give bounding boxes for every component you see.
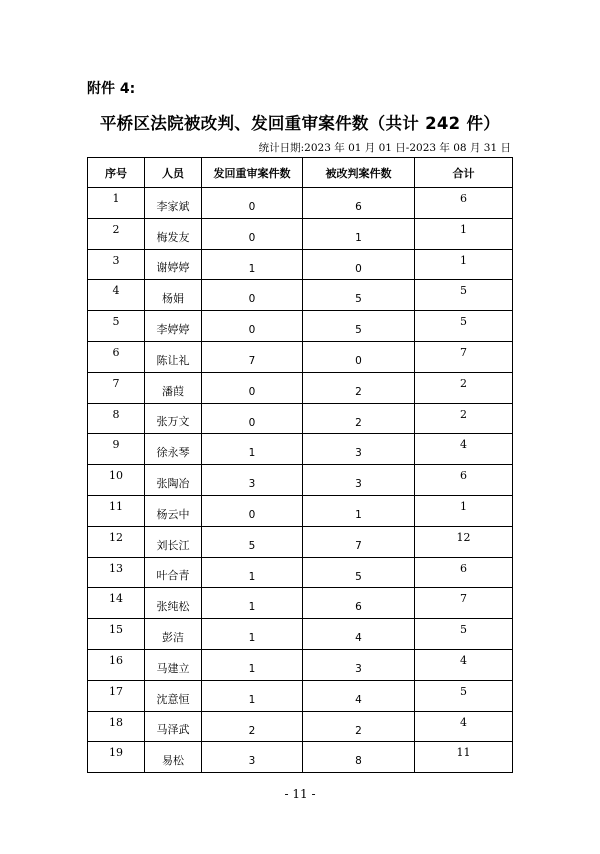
cell-total	[415, 188, 513, 219]
cell-name-text: 易松	[162, 754, 184, 768]
cell-index-text: 8	[112, 407, 120, 421]
cell-returned	[202, 619, 303, 650]
cell-index	[88, 372, 145, 403]
table-row	[88, 311, 513, 342]
cell-returned	[202, 711, 303, 742]
cell-returned-text: 1	[248, 601, 256, 614]
cell-returned-text: 0	[248, 508, 256, 521]
cell-returned-text: 1	[248, 570, 256, 583]
cell-modified	[303, 403, 415, 434]
cell-name-text: 李家斌	[156, 199, 190, 213]
table-row	[88, 188, 513, 219]
cell-name-text: 马建立	[156, 661, 190, 675]
cell-returned-text: 3	[248, 755, 256, 768]
cell-name-text: 刘长江	[156, 538, 190, 552]
cell-name-text: 谢婷婷	[156, 261, 190, 275]
cell-total-text: 6	[460, 192, 467, 205]
cell-index-text: 15	[109, 623, 123, 637]
page-title: 平桥区法院被改判、发回重审案件数（共计 242 件）	[99, 114, 501, 133]
cell-name-text: 沈意恒	[156, 692, 190, 706]
cell-index	[88, 311, 145, 342]
cell-modified-text: 3	[355, 662, 362, 675]
table-row	[88, 218, 513, 249]
cell-name	[145, 649, 202, 680]
cell-total-text: 11	[456, 746, 471, 760]
cell-total-text: 5	[460, 684, 467, 698]
cell-modified	[303, 588, 415, 619]
cell-modified-text: 3	[355, 447, 362, 460]
table-row	[88, 372, 513, 403]
cell-index-text: 13	[109, 561, 123, 575]
cell-index-text: 12	[109, 530, 123, 544]
cell-returned	[202, 649, 303, 680]
cell-index-text: 2	[112, 222, 120, 236]
cell-returned-text: 0	[248, 324, 256, 337]
table-row	[88, 434, 513, 465]
cell-total-text: 4	[460, 438, 467, 452]
cell-total-text: 5	[460, 315, 467, 329]
cell-modified	[303, 280, 415, 311]
cell-index-text: 4	[112, 284, 120, 298]
table-row	[88, 649, 513, 680]
cell-returned	[202, 434, 303, 465]
cell-modified-text: 1	[355, 508, 362, 521]
cell-index	[88, 557, 145, 588]
cell-index-text: 5	[112, 315, 120, 329]
cell-returned	[202, 311, 303, 342]
cell-total	[415, 372, 513, 403]
table-row	[88, 341, 513, 372]
cell-total-text: 2	[460, 407, 467, 421]
cell-index-text: 6	[112, 345, 120, 359]
cell-returned	[202, 341, 303, 372]
cell-total-text: 2	[460, 376, 467, 390]
cell-name	[145, 372, 202, 403]
cell-returned-text: 0	[248, 231, 256, 244]
header-index: 序号	[88, 158, 145, 188]
cell-returned-text: 0	[248, 385, 256, 398]
cell-returned-text: 0	[248, 201, 256, 213]
cell-returned	[202, 557, 303, 588]
cell-modified	[303, 188, 415, 219]
cell-index	[88, 680, 145, 711]
cell-index-text: 17	[109, 684, 123, 698]
cell-total	[415, 649, 513, 680]
table-row	[88, 249, 513, 280]
cell-modified-text: 8	[355, 755, 362, 768]
cell-returned-text: 0	[248, 416, 256, 429]
cell-index-text: 11	[109, 499, 123, 513]
cell-returned-text: 3	[248, 478, 256, 491]
cell-index	[88, 742, 145, 773]
cell-total	[415, 465, 513, 496]
table-row	[88, 588, 513, 619]
header-total: 合计	[415, 158, 513, 188]
cell-modified	[303, 557, 415, 588]
cell-name	[145, 311, 202, 342]
cell-name-text: 李婷婷	[156, 322, 190, 336]
cell-modified	[303, 465, 415, 496]
table-row	[88, 280, 513, 311]
cell-returned-text: 2	[248, 724, 256, 737]
table-row	[88, 619, 513, 650]
cell-name	[145, 218, 202, 249]
cell-index	[88, 711, 145, 742]
cell-returned	[202, 218, 303, 249]
cell-returned	[202, 280, 303, 311]
table-row	[88, 403, 513, 434]
cell-name-text: 潘葭	[162, 384, 184, 398]
cell-returned	[202, 403, 303, 434]
cell-index	[88, 249, 145, 280]
cell-name	[145, 742, 202, 773]
page-number: - 11 -	[284, 787, 316, 801]
cell-name	[145, 680, 202, 711]
cell-name-text: 梅发友	[156, 230, 190, 244]
cell-name	[145, 434, 202, 465]
table-row	[88, 465, 513, 496]
cell-modified	[303, 680, 415, 711]
cell-modified-text: 6	[355, 201, 362, 213]
cell-name-text: 陈让礼	[156, 353, 190, 367]
cell-total	[415, 311, 513, 342]
cell-total	[415, 341, 513, 372]
cell-modified-text: 2	[355, 385, 362, 398]
cell-total	[415, 711, 513, 742]
cell-total	[415, 280, 513, 311]
cell-index-text: 7	[112, 376, 120, 390]
cell-name	[145, 280, 202, 311]
cell-name	[145, 588, 202, 619]
cell-modified-text: 5	[355, 570, 362, 583]
cell-modified	[303, 311, 415, 342]
table-body	[88, 188, 513, 773]
cell-modified-text: 1	[355, 231, 362, 244]
cell-total-text: 7	[460, 345, 467, 359]
cell-total	[415, 249, 513, 280]
cell-modified	[303, 218, 415, 249]
cell-modified	[303, 434, 415, 465]
cell-returned	[202, 249, 303, 280]
cell-modified-text: 0	[355, 262, 362, 275]
cell-name-text: 叶合青	[156, 569, 190, 583]
cell-name	[145, 557, 202, 588]
case-table	[87, 157, 513, 773]
cell-returned-text: 1	[248, 262, 256, 275]
cell-index-text: 18	[109, 715, 123, 729]
cell-returned-text: 1	[248, 693, 256, 706]
cell-index	[88, 434, 145, 465]
cell-name	[145, 341, 202, 372]
cell-modified-text: 2	[355, 724, 362, 737]
table-row	[88, 495, 513, 526]
header-modified: 被改判案件数	[303, 158, 415, 188]
cell-index-text: 14	[109, 592, 123, 606]
cell-name-text: 马泽武	[156, 723, 190, 737]
cell-name-text: 徐永琴	[156, 446, 190, 460]
cell-name-text: 张万文	[156, 415, 190, 429]
cell-modified	[303, 742, 415, 773]
cell-total-text: 7	[460, 592, 467, 606]
cell-index	[88, 495, 145, 526]
cell-total-text: 6	[460, 469, 467, 483]
cell-total-text: 6	[460, 561, 467, 575]
cell-name	[145, 249, 202, 280]
cell-modified-text: 6	[355, 601, 362, 614]
cell-index-text: 10	[109, 469, 123, 483]
cell-name	[145, 403, 202, 434]
table-row	[88, 557, 513, 588]
cell-modified-text: 5	[355, 293, 362, 306]
cell-name-text: 张纯松	[156, 600, 190, 614]
cell-name	[145, 465, 202, 496]
cell-total	[415, 526, 513, 557]
cell-modified	[303, 619, 415, 650]
cell-total	[415, 619, 513, 650]
header-name: 人员	[145, 158, 202, 188]
table-row	[88, 711, 513, 742]
cell-returned	[202, 742, 303, 773]
cell-index-text: 19	[109, 746, 123, 760]
cell-returned	[202, 465, 303, 496]
cell-name	[145, 188, 202, 219]
cell-index	[88, 619, 145, 650]
cell-returned	[202, 372, 303, 403]
cell-name	[145, 619, 202, 650]
cell-modified-text: 2	[355, 416, 362, 429]
cell-modified	[303, 249, 415, 280]
table-row	[88, 742, 513, 773]
cell-total-text: 12	[456, 530, 471, 544]
cell-total	[415, 742, 513, 773]
cell-modified	[303, 649, 415, 680]
cell-index	[88, 649, 145, 680]
cell-total	[415, 218, 513, 249]
cell-returned	[202, 680, 303, 711]
cell-name-text: 彭洁	[162, 630, 184, 644]
cell-total	[415, 495, 513, 526]
cell-name-text: 杨娟	[162, 292, 184, 306]
cell-returned	[202, 526, 303, 557]
cell-returned-text: 7	[248, 354, 256, 367]
cell-index	[88, 341, 145, 372]
cell-total	[415, 588, 513, 619]
cell-returned	[202, 188, 303, 219]
cell-name	[145, 526, 202, 557]
cell-total-text: 1	[460, 253, 467, 267]
cell-modified	[303, 526, 415, 557]
cell-modified	[303, 495, 415, 526]
stat-period: 统计日期:2023 年 01 月 01 日-2023 年 08 月 31 日	[258, 142, 511, 154]
cell-index-text: 9	[112, 438, 120, 452]
cell-modified-text: 3	[355, 478, 362, 491]
cell-total-text: 4	[460, 715, 467, 729]
cell-total	[415, 557, 513, 588]
cell-modified-text: 4	[355, 693, 362, 706]
cell-modified-text: 7	[355, 539, 362, 552]
cell-total-text: 5	[460, 623, 467, 637]
cell-index	[88, 218, 145, 249]
cell-index-text: 1	[112, 192, 120, 205]
cell-returned-text: 5	[248, 539, 256, 552]
cell-modified-text: 0	[355, 354, 362, 367]
cell-index	[88, 280, 145, 311]
cell-modified-text: 5	[355, 324, 362, 337]
cell-returned-text: 1	[248, 632, 256, 645]
cell-name	[145, 495, 202, 526]
cell-total-text: 1	[460, 222, 467, 236]
cell-total-text: 5	[460, 284, 467, 298]
cell-modified	[303, 341, 415, 372]
cell-returned	[202, 588, 303, 619]
table-header-row	[88, 158, 513, 188]
cell-index	[88, 403, 145, 434]
attachment-label: 附件 4:	[87, 81, 136, 97]
cell-returned-text: 1	[248, 447, 256, 460]
cell-total	[415, 403, 513, 434]
cell-modified	[303, 711, 415, 742]
cell-index	[88, 526, 145, 557]
cell-modified	[303, 372, 415, 403]
table-row	[88, 526, 513, 557]
cell-total	[415, 434, 513, 465]
cell-index-text: 16	[109, 653, 123, 667]
cell-index	[88, 465, 145, 496]
cell-returned-text: 0	[248, 293, 256, 306]
cell-total	[415, 680, 513, 711]
cell-returned	[202, 495, 303, 526]
header-returned: 发回重审案件数	[202, 158, 303, 188]
cell-name	[145, 711, 202, 742]
cell-total-text: 4	[460, 653, 467, 667]
cell-total-text: 1	[460, 499, 467, 513]
cell-index	[88, 588, 145, 619]
cell-name-text: 杨云中	[156, 507, 190, 521]
cell-returned-text: 1	[248, 662, 256, 675]
cell-modified-text: 4	[355, 632, 362, 645]
cell-name-text: 张陶冶	[156, 476, 190, 490]
cell-index-text: 3	[112, 253, 120, 267]
table-row	[88, 680, 513, 711]
cell-index	[88, 188, 145, 219]
